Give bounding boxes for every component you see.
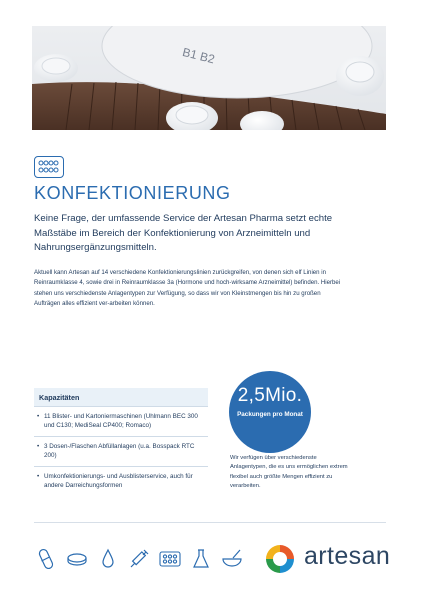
capacities-heading: Kapazitäten	[34, 388, 208, 406]
logo-mark-icon	[263, 542, 297, 576]
page-title: KONFEKTIONIERUNG	[34, 183, 231, 203]
product-icons	[34, 547, 246, 571]
capacity-item: • Umkonfektionierungs- und Ausblisterservice, auch für andere Darreichungsformen	[34, 466, 208, 496]
stat-note: Wir verfügen über verschiedenste Anlagentypen, die es uns ermöglichen extrem flexibel auch größte Mengen effizient zu verarbeiten.	[230, 455, 348, 490]
capacities-list	[34, 406, 208, 495]
capacity-item: • 3 Dosen-/Flaschen Abfüllanlagen (u.a. Bosspack RTC 200)	[34, 436, 208, 466]
logo-wordmark: artesan	[304, 542, 391, 570]
blister-icon	[158, 547, 182, 571]
hero-photo	[32, 26, 386, 130]
flask-icon	[189, 547, 213, 571]
syringe-icon	[127, 547, 151, 571]
stat-label: Packungen pro Monat	[237, 411, 303, 418]
tablet-icon	[65, 547, 89, 571]
body-paragraph: Aktuell kann Artesan auf 14 verschiedene Konfektionierungslinien zurückgreifen, von denen sich elf Linien in Reinraumklasse 4, sowie drei in Reinraumklasse 3a (Hormone und hoch-wirksame Arzneimittel) befinden. Hierbei stehen uns verschiedenste Anlagentypen zur Verfügung, so dass wir von Kleinstmengen bis hin zu großen Aufträgen alles effizient ver-arbeiten können.	[34, 269, 341, 307]
hero-illustration	[32, 26, 386, 130]
capacity-item: • 11 Blister- und Kartoniermaschinen (Uhlmann BEC 300 und C130; MediSeal CP400; Romaco)	[34, 406, 208, 436]
hero-imprint: B1 B2	[181, 44, 217, 67]
lead-paragraph: Keine Frage, der umfassende Service der Artesan Pharma setzt echte Maßstäbe im Bereich der Konfektionierung von Arzneimitteln und Nahrungsergänzungsmitteln.	[34, 213, 333, 254]
blister-pack-icon	[34, 156, 64, 178]
artesan-logo	[263, 542, 391, 576]
stat-value: 2,5Mio.	[237, 385, 303, 406]
capsule-icon	[34, 547, 58, 571]
drop-icon	[96, 547, 120, 571]
stat-badge	[229, 371, 311, 453]
mortar-icon	[220, 547, 244, 571]
divider	[34, 522, 386, 523]
